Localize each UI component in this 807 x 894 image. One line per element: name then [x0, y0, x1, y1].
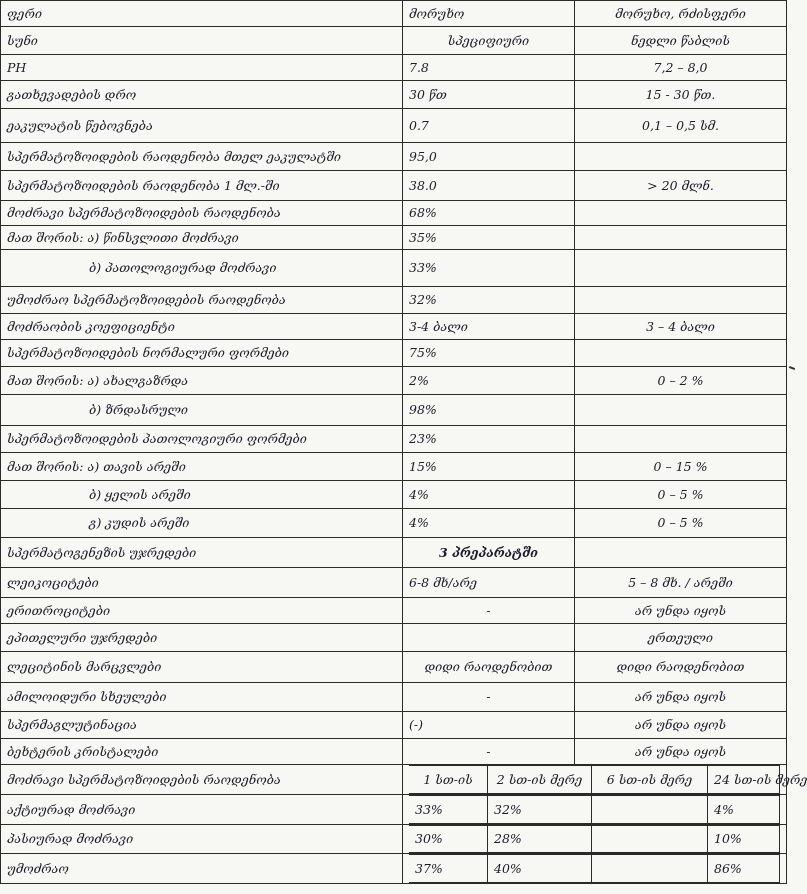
table-row	[1, 1, 787, 27]
norm-value: > 20 მლნ.	[575, 171, 787, 201]
norm-value: არ უნდა იყოს	[575, 683, 787, 712]
patient-value: 38.0	[403, 171, 575, 201]
patient-value: -	[403, 598, 575, 624]
table-row	[1, 509, 787, 538]
motility-label: მოძრავი სპერმატოზოიდების რაოდენობა	[1, 765, 403, 795]
row-label: სუნი	[1, 27, 403, 55]
table-row	[1, 481, 787, 509]
motility-value: 4%	[708, 796, 780, 824]
time-header: 2 სთ-ის მერე	[488, 766, 592, 794]
motility-headers	[403, 765, 807, 795]
patient-value: 4%	[403, 481, 575, 509]
patient-value: დიდი რაოდენობით	[403, 652, 575, 683]
motility-value	[592, 796, 708, 824]
patient-value: 30 წთ	[403, 81, 575, 109]
row-label: ამილოიდური სხეულები	[1, 683, 403, 712]
row-label: პასიურად მოძრავი	[1, 825, 403, 854]
motility-value: 40%	[488, 855, 592, 883]
row-label: მათ შორის: ა) წინსვლითი მოძრავი	[1, 226, 403, 250]
motility-value: 10%	[708, 826, 780, 853]
table-row	[1, 81, 787, 109]
motility-row	[1, 825, 787, 854]
patient-value: 32%	[403, 287, 575, 314]
norm-value	[575, 226, 787, 250]
table-row	[1, 27, 787, 55]
table-row	[1, 712, 787, 739]
row-label: PH	[1, 55, 403, 81]
time-header: 6 სთ-ის მერე	[592, 766, 708, 794]
table-row	[1, 624, 787, 652]
table-row	[1, 143, 787, 171]
row-label: ლეციტინის მარცვლები	[1, 652, 403, 683]
row-label: აქტიურად მოძრავი	[1, 795, 403, 825]
row-label: მათ შორის: ა) ახალგაზრდა	[1, 367, 403, 395]
row-label: მოძრავი სპერმატოზოიდების რაოდენობა	[1, 201, 403, 226]
norm-value	[575, 250, 787, 287]
patient-value	[403, 624, 575, 652]
row-label: სპერმატოზოიდების ნორმალური ფორმები	[1, 340, 403, 367]
norm-value: 3 – 4 ბალი	[575, 314, 787, 340]
row-label: სპერმატოზოიდების რაოდენობა მთელ ეაკულატში	[1, 143, 403, 171]
table-row	[1, 367, 787, 395]
table-row	[1, 250, 787, 287]
norm-value	[575, 201, 787, 226]
patient-value: 98%	[403, 395, 575, 426]
table-row	[1, 568, 787, 598]
motility-value: 30%	[409, 826, 488, 853]
row-label: გათხევადების დრო	[1, 81, 403, 109]
table-row	[1, 109, 787, 143]
row-label: მათ შორის: ა) თავის არეში	[1, 453, 403, 481]
table-row	[1, 201, 787, 226]
row-label: ბეხტერის კრისტალები	[1, 739, 403, 765]
norm-value	[575, 340, 787, 367]
table-row	[1, 340, 787, 367]
patient-value: 95,0	[403, 143, 575, 171]
patient-value: 3-4 ბალი	[403, 314, 575, 340]
time-header: 24 სთ-ის მერე	[708, 766, 780, 794]
patient-value: 0.7	[403, 109, 575, 143]
row-label: მოძრაობის კოეფიციენტი	[1, 314, 403, 340]
patient-value: (-)	[403, 712, 575, 739]
patient-value: -	[403, 683, 575, 712]
patient-value: 23%	[403, 426, 575, 453]
row-label: ერითროციტები	[1, 598, 403, 624]
motility-row	[1, 854, 787, 884]
row-label: ეაკულატის წებოვნება	[1, 109, 403, 143]
norm-value: 0 – 5 %	[575, 509, 787, 538]
norm-value: არ უნდა იყოს	[575, 739, 787, 765]
motility-value: 37%	[409, 855, 488, 883]
table-row	[1, 287, 787, 314]
row-label: ფერი	[1, 1, 403, 27]
table-row	[1, 226, 787, 250]
row-label: სპერმატოზოიდების პათოლოგიური ფორმები	[1, 426, 403, 453]
row-label: სპერმატოზოიდების რაოდენობა 1 მლ.-ში	[1, 171, 403, 201]
patient-value: 6-8 მხ/არე	[403, 568, 575, 598]
row-label: უმოძრაო	[1, 854, 403, 884]
norm-value: 0 – 5 %	[575, 481, 787, 509]
norm-value: 0 – 15 %	[575, 453, 787, 481]
row-label: სპერმატოგენეზის უჯრედები	[1, 538, 403, 568]
table-row	[1, 55, 787, 81]
norm-value: 0,1 – 0,5 სმ.	[575, 109, 787, 143]
table-row	[1, 171, 787, 201]
norm-value: 15 - 30 წთ.	[575, 81, 787, 109]
motility-value: 32%	[488, 796, 592, 824]
norm-value: არ უნდა იყოს	[575, 598, 787, 624]
patient-value: 75%	[403, 340, 575, 367]
norm-value	[575, 143, 787, 171]
patient-value: 3 პრეპარატში	[403, 538, 575, 568]
table-row	[1, 598, 787, 624]
row-label: გ) კუდის არეში	[1, 509, 403, 538]
table-row	[1, 395, 787, 426]
table-row	[1, 739, 787, 765]
patient-value: 15%	[403, 453, 575, 481]
motility-value: 33%	[409, 796, 488, 824]
norm-value: ერთეული	[575, 624, 787, 652]
scan-speck	[789, 366, 795, 370]
norm-value: ნედლი წაბლის	[575, 27, 787, 55]
row-label: უმოძრაო სპერმატოზოიდების რაოდენობა	[1, 287, 403, 314]
patient-value: 33%	[403, 250, 575, 287]
row-label: ბ) ყელის არეში	[1, 481, 403, 509]
row-label: ბ) პათოლოგიურად მოძრავი	[1, 250, 403, 287]
norm-value: 0 – 2 %	[575, 367, 787, 395]
patient-value: 4%	[403, 509, 575, 538]
patient-value: სპეციფიური	[403, 27, 575, 55]
motility-row	[1, 795, 787, 825]
table-row	[1, 453, 787, 481]
norm-value	[575, 538, 787, 568]
patient-value: 35%	[403, 226, 575, 250]
patient-value: მორუხო	[403, 1, 575, 27]
table-row	[1, 683, 787, 712]
row-label: სპერმაგლუტინაცია	[1, 712, 403, 739]
patient-value: 7.8	[403, 55, 575, 81]
patient-value: 2%	[403, 367, 575, 395]
norm-value: 5 – 8 მხ. / არეში	[575, 568, 787, 598]
norm-value: 7,2 – 8,0	[575, 55, 787, 81]
norm-value: დიდი რაოდენობით	[575, 652, 787, 683]
row-label: ეპითელური უჯრედები	[1, 624, 403, 652]
row-label: ლეიკოციტები	[1, 568, 403, 598]
norm-value	[575, 426, 787, 453]
patient-value: -	[403, 739, 575, 765]
norm-value: არ უნდა იყოს	[575, 712, 787, 739]
patient-value: 68%	[403, 201, 575, 226]
motility-header-row	[1, 765, 787, 795]
motility-value: 86%	[708, 855, 780, 883]
motility-value	[592, 855, 708, 883]
norm-value	[575, 395, 787, 426]
motility-value	[592, 826, 708, 853]
table-row	[1, 538, 787, 568]
row-label: ბ) ზრდასრული	[1, 395, 403, 426]
table-row	[1, 426, 787, 453]
norm-value: მორუხო, რძისფერი	[575, 1, 787, 27]
time-header: 1 სთ-ის	[409, 766, 488, 794]
motility-value: 28%	[488, 826, 592, 853]
norm-value	[575, 287, 787, 314]
table-row	[1, 652, 787, 683]
table-row	[1, 314, 787, 340]
